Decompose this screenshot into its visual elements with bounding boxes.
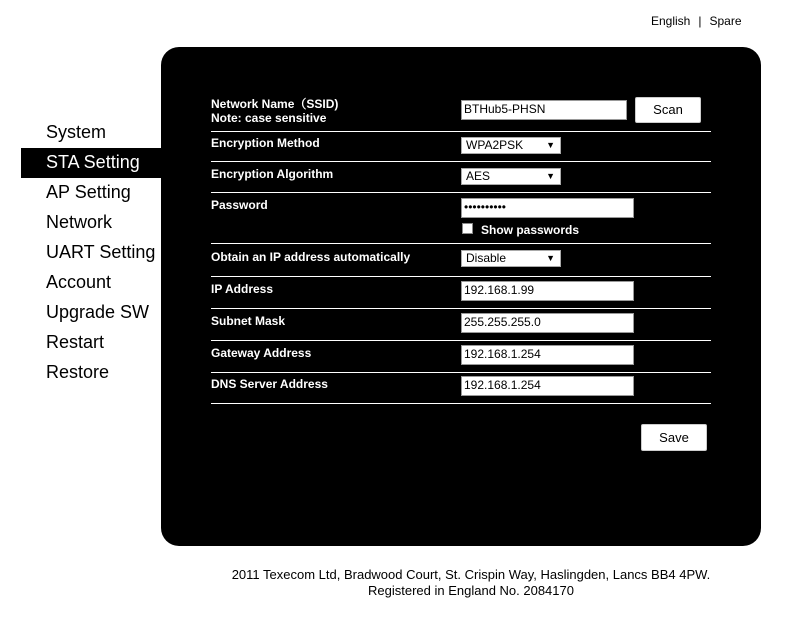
show-passwords-checkbox[interactable] xyxy=(462,223,473,234)
sidebar-item-system[interactable]: System xyxy=(46,122,107,142)
dns-input[interactable]: 192.168.1.254 xyxy=(461,376,634,396)
ip-address-row xyxy=(211,276,711,309)
sidebar-item-ap-setting[interactable]: AP Setting xyxy=(46,182,131,202)
encryption-algorithm-row xyxy=(211,161,711,193)
ip-address-input[interactable]: 192.168.1.99 xyxy=(461,281,634,301)
language-english-link[interactable]: English xyxy=(651,14,691,28)
dhcp-label: Obtain an IP address automatically xyxy=(211,250,411,264)
save-button[interactable]: Save xyxy=(641,424,707,451)
sidebar-item-upgrade-sw[interactable]: Upgrade SW xyxy=(46,302,150,322)
encryption-method-label: Encryption Method xyxy=(211,136,320,150)
footer-address: 2011 Texecom Ltd, Bradwood Court, St. Crispin Way, Haslingden, Lancs BB4 4PW. xyxy=(231,567,711,582)
dhcp-select[interactable] xyxy=(461,250,561,267)
gateway-input[interactable]: 192.168.1.254 xyxy=(461,345,634,365)
footer xyxy=(161,567,781,599)
sidebar-item-restart[interactable]: Restart xyxy=(46,332,105,352)
encryption-algorithm-label: Encryption Algorithm xyxy=(211,167,334,181)
ssid-note: Note: case sensitive xyxy=(211,111,327,125)
dns-row xyxy=(211,372,711,404)
gateway-label: Gateway Address xyxy=(211,346,312,360)
encryption-algorithm-select[interactable] xyxy=(461,168,561,185)
show-passwords-label: Show passwords xyxy=(481,223,580,237)
sidebar-item-account[interactable]: Account xyxy=(46,272,112,292)
sidebar-item-sta-setting[interactable]: STA Setting xyxy=(21,148,161,178)
sidebar-item-restore[interactable]: Restore xyxy=(46,362,110,382)
chevron-down-icon: ▼ xyxy=(546,171,555,181)
sidebar-nav xyxy=(21,118,161,388)
chevron-down-icon: ▼ xyxy=(546,140,555,150)
subnet-mask-row xyxy=(211,308,711,341)
dhcp-value: Disable xyxy=(466,251,507,265)
ssid-label xyxy=(211,97,338,125)
ssid-label-text: Network Name（SSID) xyxy=(211,97,339,111)
password-label: Password xyxy=(211,198,268,212)
language-spare-link[interactable]: Spare xyxy=(709,14,742,28)
sidebar-item-network[interactable]: Network xyxy=(46,212,113,232)
subnet-mask-input[interactable]: 255.255.255.0 xyxy=(461,313,634,333)
language-bar xyxy=(651,14,742,28)
password-input[interactable]: •••••••••• xyxy=(461,198,634,218)
password-row xyxy=(211,192,711,244)
encryption-method-value: WPA2PSK xyxy=(466,138,524,152)
encryption-method-select[interactable] xyxy=(461,137,561,154)
encryption-algorithm-value: AES xyxy=(466,169,491,183)
subnet-mask-label: Subnet Mask xyxy=(211,314,286,328)
language-separator: | xyxy=(698,14,702,28)
sidebar-item-uart-setting[interactable]: UART Setting xyxy=(46,242,156,262)
gateway-row xyxy=(211,340,711,373)
dhcp-row xyxy=(211,243,711,277)
ip-address-label: IP Address xyxy=(211,282,274,296)
footer-registration: Registered in England No. 2084170 xyxy=(368,583,574,598)
chevron-down-icon: ▼ xyxy=(546,253,555,263)
ssid-input[interactable]: BTHub5-PHSN xyxy=(461,100,627,120)
scan-button[interactable]: Scan xyxy=(635,97,701,123)
encryption-method-row xyxy=(211,131,711,162)
sta-settings-panel xyxy=(161,47,761,546)
dns-label: DNS Server Address xyxy=(211,377,328,391)
ssid-row xyxy=(211,95,711,132)
